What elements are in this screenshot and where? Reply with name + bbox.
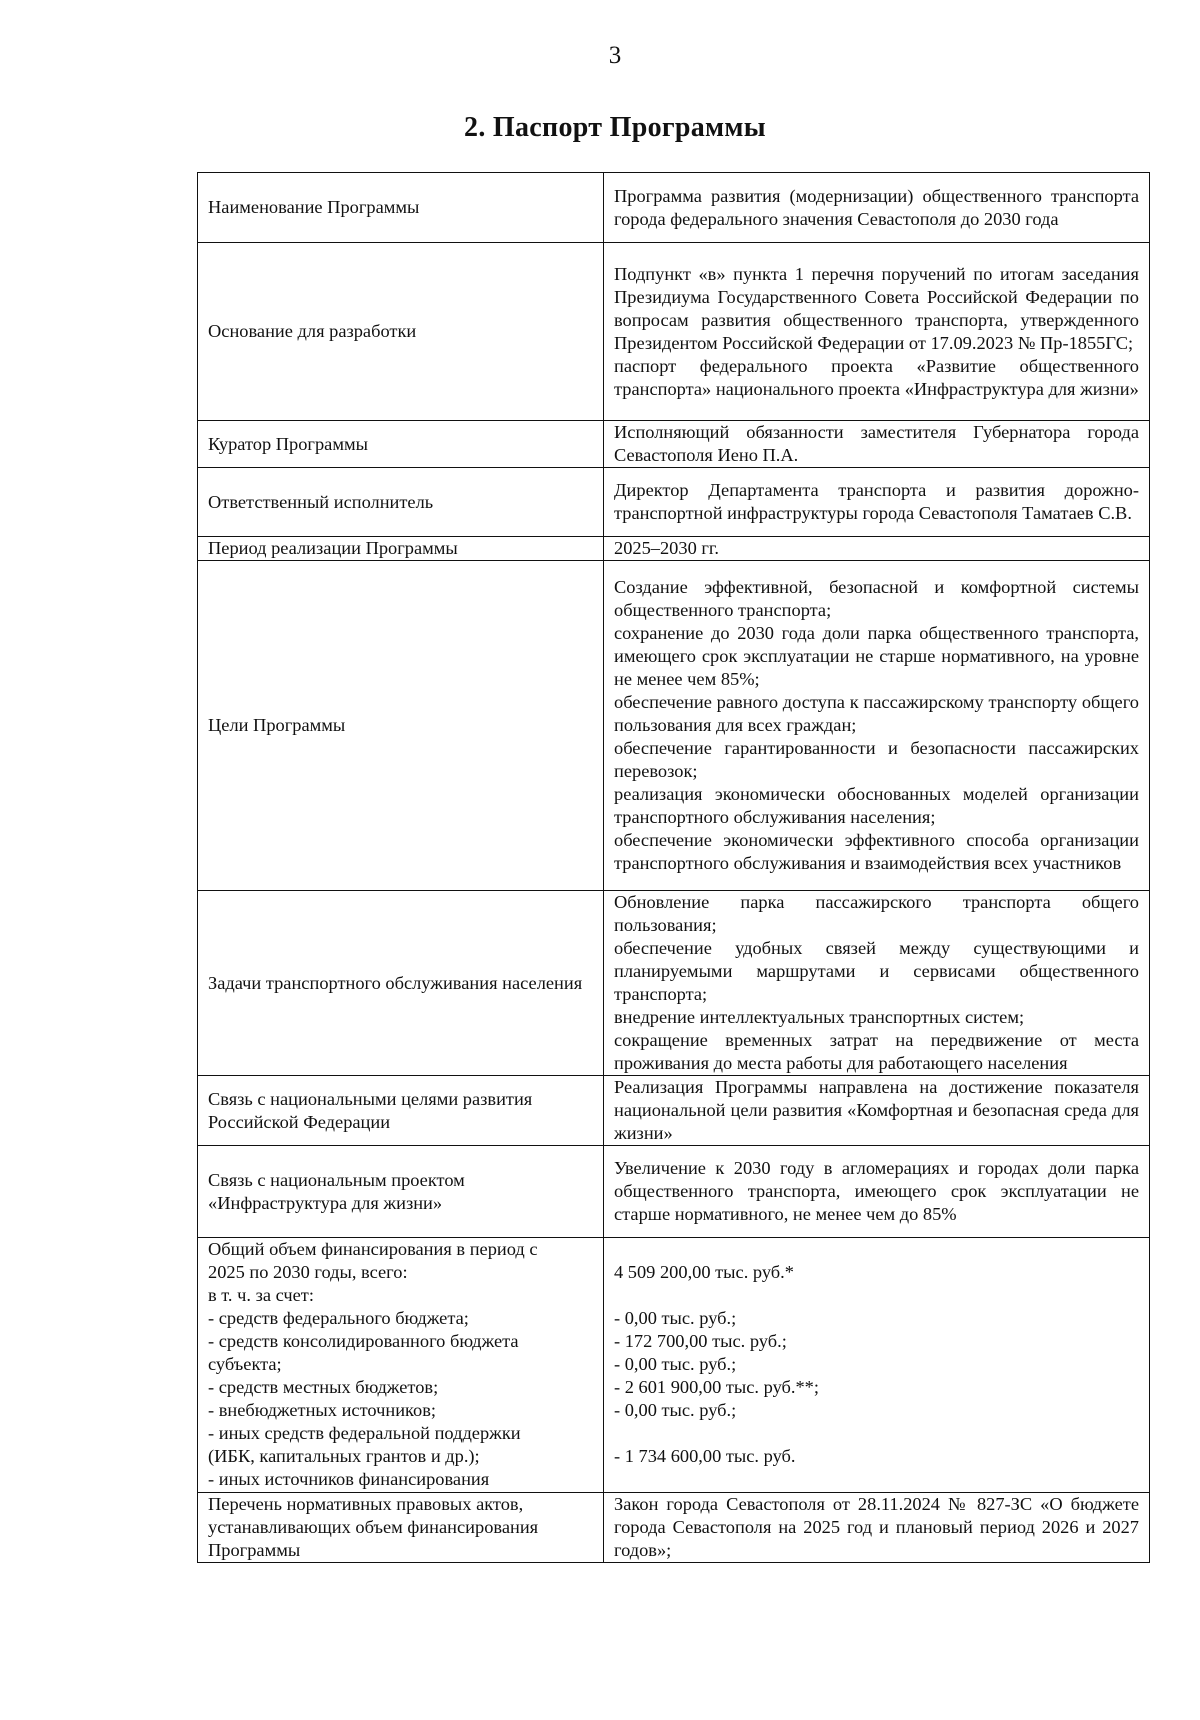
row-label: Ответственный исполнитель (198, 468, 604, 537)
row-label: Связь с национальными целями развития Российской Федерации (198, 1076, 604, 1146)
row-value (604, 173, 1150, 243)
value-paragraph: Закон города Севастополя от 28.11.2024 № 827-ЗС «О бюджете города Севастополя на 2025 год и плановый период 2026 и 2027 годов»; (614, 1494, 1139, 1560)
row-value (604, 1146, 1150, 1238)
value-paragraph: Программа развития (модернизации) общественного транспорта города федерального значения Севастополя до 2030 года (614, 185, 1139, 229)
row-label: Основание для разработки (198, 243, 604, 421)
value-paragraph: сохранение до 2030 года доли парка общественного транспорта, имеющего срок эксплуатации не старше нормативного, на уровне не менее чем 85%; (614, 623, 1139, 689)
row-label: Период реализации Программы (198, 537, 604, 561)
row-value (604, 537, 1150, 561)
table-row-legal-acts (198, 1493, 1150, 1563)
table-row-tasks (198, 891, 1150, 1076)
financing-label-line: - иных средств федеральной поддержки (208, 1423, 521, 1443)
financing-label-line: в т. ч. за счет: (208, 1285, 314, 1305)
row-label: Задачи транспортного обслуживания населения (198, 891, 604, 1076)
value-paragraph: Исполняющий обязанности заместителя Губернатора города Севастополя Иено П.А. (614, 422, 1139, 465)
financing-value-line: 4 509 200,00 тыс. руб.* (614, 1262, 794, 1282)
value-paragraph: Создание эффективной, безопасной и комфортной системы общественного транспорта; (614, 577, 1139, 620)
value-paragraph: паспорт федерального проекта «Развитие общественного транспорта» национального проекта «Инфраструктура для жизни» (614, 355, 1139, 399)
value-paragraph: обеспечение экономически эффективного способа организации транспортного обслуживания и взаимодействия всех участников (614, 830, 1139, 873)
row-label: Куратор Программы (198, 421, 604, 468)
financing-label (198, 1238, 604, 1493)
table-row-goals (198, 561, 1150, 891)
row-label: Связь с национальным проектом «Инфраструктура для жизни» (198, 1146, 604, 1238)
value-paragraph: Подпункт «в» пункта 1 перечня поручений по итогам заседания Президиума Государственного Совета Российской Федерации по вопросам развития общественного транспорта, утвержденного Президентом Российской Федерации от 17.09.2023 № Пр-1855ГС; (614, 263, 1139, 353)
table-row-financing (198, 1238, 1150, 1493)
table-row-curator (198, 421, 1150, 468)
row-label: Цели Программы (198, 561, 604, 891)
table-row-basis (198, 243, 1150, 421)
financing-values (604, 1238, 1150, 1493)
financing-value-line (614, 1238, 1139, 1261)
value-paragraph: Увеличение к 2030 году в агломерациях и городах доли парка общественного транспорта, имеющего срок эксплуатации не старше нормативного, не менее чем до 85% (614, 1158, 1139, 1224)
table-row-national-project (198, 1146, 1150, 1238)
value-paragraph: Директор Департамента транспорта и развития дорожно-транспортной инфраструктуры города Севастополя Таматаев С.В. (614, 480, 1139, 523)
financing-value-line (614, 1422, 1139, 1445)
value-paragraph: обеспечение равного доступа к пассажирскому транспорту общего пользования для всех граждан; (614, 692, 1139, 735)
financing-label-line: - средств консолидированного бюджета (208, 1331, 519, 1351)
row-label: Наименование Программы (198, 173, 604, 243)
table-row-name (198, 173, 1150, 243)
row-label: Перечень нормативных правовых актов, устанавливающих объем финансирования Программы (198, 1493, 604, 1563)
page-number: 3 (608, 42, 622, 69)
value-paragraph: Обновление парка пассажирского транспорта общего пользования; (614, 892, 1139, 935)
row-value (604, 891, 1150, 1076)
program-passport-table (197, 172, 1150, 1563)
value-paragraph: реализация экономически обоснованных моделей организации транспортного обслуживания населения; (614, 784, 1139, 827)
value-paragraph: сокращение временных затрат на передвижение от места проживания до места работы для работающего населения (614, 1030, 1139, 1073)
value-paragraph: внедрение интеллектуальных транспортных систем; (614, 1007, 1025, 1027)
financing-value-line (614, 1468, 1139, 1491)
value-paragraph: обеспечение удобных связей между существующими и планируемыми маршрутами и сервисами общественного транспорта; (614, 938, 1139, 1004)
financing-value-line: - 0,00 тыс. руб.; (614, 1354, 737, 1374)
table-row-executor (198, 468, 1150, 537)
page-title: 2. Паспорт Программы (464, 112, 766, 143)
value-paragraph: 2025–2030 гг. (614, 538, 719, 558)
financing-label-line: 2025 по 2030 годы, всего: (208, 1262, 408, 1282)
row-value (604, 1076, 1150, 1146)
financing-label-line: - средств местных бюджетов; (208, 1377, 439, 1397)
financing-value-line: - 172 700,00 тыс. руб.; (614, 1331, 787, 1351)
value-paragraph: Реализация Программы направлена на достижение показателя национальной цели развития «Комфортная и безопасная среда для жизни» (614, 1077, 1139, 1143)
row-value (604, 243, 1150, 421)
row-value (604, 1493, 1150, 1563)
financing-value-line: - 2 601 900,00 тыс. руб.**; (614, 1377, 819, 1397)
table-row-national-goals (198, 1076, 1150, 1146)
row-value (604, 561, 1150, 891)
financing-value-line: - 0,00 тыс. руб.; (614, 1400, 737, 1420)
financing-label-line: - внебюджетных источников; (208, 1400, 437, 1420)
financing-label-line: (ИБК, капитальных грантов и др.); (208, 1446, 480, 1466)
financing-value-line (614, 1284, 1139, 1307)
financing-value-line: - 0,00 тыс. руб.; (614, 1308, 737, 1328)
financing-label-line: - средств федерального бюджета; (208, 1308, 469, 1328)
table-row-period (198, 537, 1150, 561)
row-value (604, 468, 1150, 537)
financing-value-line: - 1 734 600,00 тыс. руб. (614, 1446, 796, 1466)
row-value (604, 421, 1150, 468)
value-paragraph: обеспечение гарантированности и безопасности пассажирских перевозок; (614, 738, 1139, 781)
financing-label-line: - иных источников финансирования (208, 1469, 490, 1489)
financing-label-line: Общий объем финансирования в период с (208, 1239, 538, 1259)
financing-label-line: субъекта; (208, 1354, 282, 1374)
